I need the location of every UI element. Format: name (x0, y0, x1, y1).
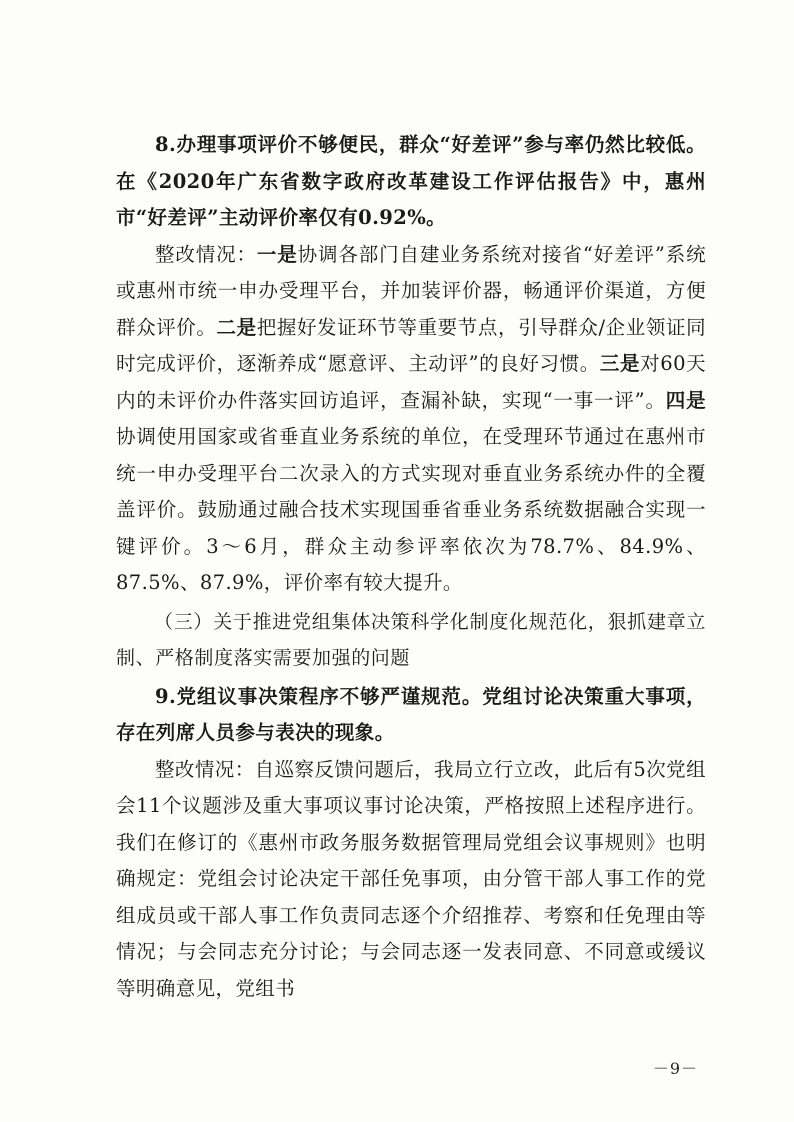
point-3-text: 对60天内的未评价办件落实回访追评，查漏补缺，实现“一事一评”。 (116, 352, 706, 412)
rectification-label: 整改情况： (155, 242, 257, 266)
section-3-heading: （三）关于推进党组集体决策科学化制度化规范化，狠抓建章立制、严格制度落实需要加强的问题 (116, 610, 706, 669)
item9-rectification: 整改情况：自巡察反馈问题后，我局立行立改，此后有5次党组会11个议题涉及重大事项议事讨论决策，严格按照上述程序进行。我们在修订的《惠州市政务服务数据管理局党组会议事规则》也明确规定：党组会讨论决定干部任免事项，由分管干部人事工作的党组成员或干部人事工作负责同志逐个介绍推荐、考察和任免理由等情况；与会同志充分讨论；与会同志逐一发表同意、不同意或缓议等明确意见，党组书 (116, 757, 706, 1000)
item8-rectification (116, 237, 706, 602)
item8-title: 8.办理事项评价不够便民，群众“好差评”参与率仍然比较低。在《2020年广东省数字政府改革建设工作评估报告》中，惠州市“好差评”主动评价率仅有0.92%。 (116, 133, 706, 229)
point-2-keyword: 二是 (216, 315, 257, 339)
point-2-text: 把握好发证环节等重要节点，引导群众/企业领证同时完成评价，逐渐养成“愿意评、主动评”的良好习惯。 (116, 315, 706, 375)
point-1-keyword: 一是 (256, 242, 298, 266)
document-body (116, 127, 706, 1007)
point-1-text: 协调各部门自建业务系统对接省“好差评”系统或惠州市统一申办受理平台，并加装评价器，畅通评价渠道，方便群众评价。 (116, 242, 706, 339)
page-number: －9－ (652, 1059, 698, 1078)
point-4-text: 协调使用国家或省垂直业务系统的单位，在受理环节通过在惠州市统一申办受理平台二次录入的方式实现对垂直业务系统办件的全覆盖评价。鼓励通过融合技术实现国垂省垂业务系统数据融合实现一键评价。3～6月，群众主动参评率依次为78.7%、84.9%、87.5%、87.9%，评价率有较大提升。 (116, 425, 706, 594)
point-3-keyword: 三是 (599, 352, 641, 375)
point-4-keyword: 四是 (665, 388, 706, 412)
item9-title: 9.党组议事决策程序不够严谨规范。党组讨论决策重大事项，存在列席人员参与表决的现象。 (116, 684, 706, 744)
